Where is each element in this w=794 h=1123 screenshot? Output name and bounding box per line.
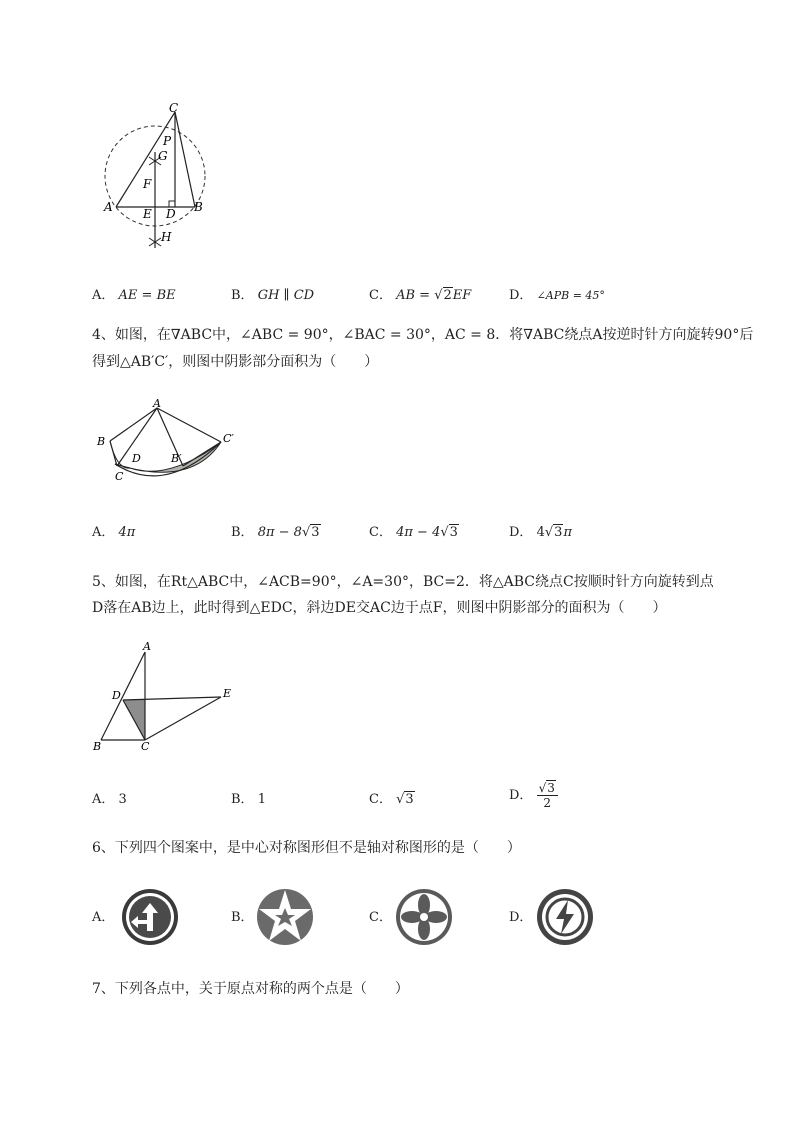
q6-option-d-letter[interactable]: D．: [509, 910, 533, 925]
q6-option-d-icon[interactable]: [535, 887, 595, 947]
option-text-post: π: [563, 525, 572, 540]
radicand: 3: [311, 525, 320, 540]
label-e: E: [223, 687, 232, 700]
option-text: 3: [118, 792, 127, 807]
q6-option-c-letter[interactable]: C．: [369, 910, 392, 925]
radicand: 3: [547, 781, 555, 795]
option-text-pre: 4: [536, 525, 545, 540]
option-text: AE = BE: [118, 288, 176, 303]
q5-stem-line2: D落在AB边上，此时得到△EDC，斜边DE交AC边于点F，则图中阴影部分的面积为（ ）: [92, 600, 667, 616]
radicand: 2: [443, 288, 452, 303]
label-b: B: [93, 740, 102, 753]
q5-option-a[interactable]: [92, 788, 127, 807]
q6-option-b-icon[interactable]: [255, 887, 315, 947]
option-letter: C．: [369, 792, 392, 807]
option-letter: A．: [92, 288, 115, 303]
label-d: D: [132, 452, 141, 465]
label-e: E: [143, 207, 152, 221]
option-text-post: EF: [452, 288, 472, 303]
q3-option-b[interactable]: [231, 284, 314, 303]
option-text-pre: 4π − 4: [396, 525, 441, 540]
q5-option-b[interactable]: [231, 788, 266, 807]
q7-stem-line1: 7、下列各点中，关于原点对称的两个点是（ ）: [92, 981, 409, 997]
option-letter: D．: [509, 788, 533, 803]
q4-option-d[interactable]: D． 4√3π: [509, 525, 572, 540]
label-c: C: [169, 101, 179, 115]
option-letter: B．: [231, 525, 254, 540]
arc-inner: [110, 441, 130, 468]
option-text-pre: 8π − 8: [257, 525, 302, 540]
option-text: GH ∥ CD: [257, 288, 315, 303]
q3-option-c[interactable]: C． AB = √2EF: [369, 288, 472, 303]
option-letter: A．: [92, 792, 115, 807]
q5-option-d[interactable]: [509, 781, 558, 810]
seg-b2c2: [183, 442, 221, 466]
q3-option-d[interactable]: [509, 284, 605, 303]
option-letter: B．: [231, 288, 254, 303]
q3-option-a[interactable]: [92, 284, 176, 303]
label-a: A: [153, 398, 161, 410]
denominator: 2: [543, 796, 552, 810]
option-letter: D．: [509, 525, 533, 540]
q4-stem-line2: 得到△AB′C′，则图中阴影部分面积为（ ）: [92, 354, 379, 370]
label-g: G: [158, 149, 168, 163]
label-b: B: [97, 435, 106, 448]
option-letter: A．: [92, 525, 115, 540]
option-text: ∠APB = 45°: [536, 289, 605, 302]
q4-stem-line1: 4、如图，在∇ABC中，∠ABC = 90°，∠BAC = 30°，AC = 8．将∇ABC绕点A按逆时针方向旋转90°后: [92, 327, 754, 343]
q4-figure: [95, 398, 240, 486]
label-c-prime: C′: [223, 432, 234, 445]
q4-option-a[interactable]: [92, 521, 135, 540]
q4-option-c[interactable]: C． 4π − 4√3: [369, 525, 458, 540]
fraction: $\frac{√3}{2}$: [537, 781, 558, 810]
q4-option-b[interactable]: B． 8π − 8√3: [231, 525, 320, 540]
option-letter: C．: [369, 288, 392, 303]
q6-option-c-icon[interactable]: [394, 887, 454, 947]
q3-figure: [100, 100, 215, 260]
label-c: C: [141, 740, 150, 753]
option-letter: B．: [231, 792, 254, 807]
q6-option-a-letter[interactable]: A．: [92, 910, 115, 925]
seg-ac2: [157, 408, 221, 442]
q5-option-c[interactable]: C． √3: [369, 792, 414, 807]
seg-bc: [110, 441, 117, 466]
label-a: A: [143, 640, 151, 653]
label-d: D: [166, 207, 176, 221]
segment-bc: [175, 112, 195, 207]
radicand: 3: [405, 792, 414, 807]
q6-option-b-letter[interactable]: B．: [231, 910, 254, 925]
q5-stem-line1: 5、如图，在Rt△ABC中，∠ACB=90°，∠A=30°，BC=2．将△ABC绕点C按顺时针方向旋转到点: [92, 574, 714, 590]
seg-ce: [145, 697, 221, 740]
q6-option-a-icon[interactable]: [120, 887, 180, 947]
label-d: D: [112, 689, 121, 702]
seg-ab: [110, 408, 157, 441]
seg-de: [123, 697, 221, 700]
label-c: C: [115, 470, 124, 483]
option-text: 4π: [118, 525, 136, 540]
label-b: B: [194, 200, 203, 214]
option-letter: C．: [369, 525, 392, 540]
radicand: 3: [449, 525, 458, 540]
q6-stem-line1: 6、下列四个图案中，是中心对称图形但不是轴对称图形的是（ ）: [92, 840, 521, 856]
label-p: P: [163, 134, 172, 148]
option-text-pre: AB =: [396, 288, 435, 303]
q5-figure: [88, 640, 238, 755]
label-f: F: [143, 177, 152, 191]
label-h: H: [161, 230, 172, 244]
label-a: A: [104, 200, 113, 214]
option-text: 1: [257, 792, 266, 807]
radicand: 3: [554, 525, 563, 540]
label-b-prime: B′: [171, 452, 182, 465]
option-letter: D．: [509, 288, 533, 303]
